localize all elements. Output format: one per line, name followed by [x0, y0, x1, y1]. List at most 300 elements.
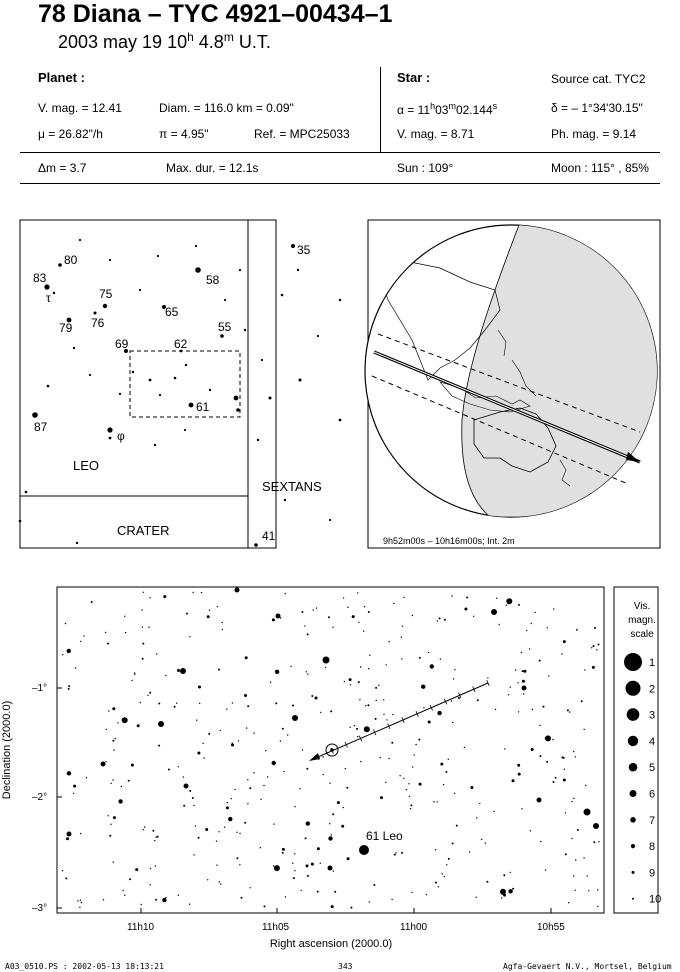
sky-star: [247, 705, 249, 707]
sky-star: [414, 754, 415, 755]
sky-star: [227, 802, 228, 803]
sky-star: [412, 615, 413, 616]
sky-star: [112, 707, 115, 710]
sky-star: [576, 629, 577, 630]
sky-star: [162, 898, 166, 902]
sky-star: [408, 783, 409, 784]
star-right-ascension: $\alpha = 11^h03^m02.144^s$: [397, 101, 498, 117]
sky-star: [423, 707, 424, 708]
sky-star: [205, 828, 208, 831]
sky-star: [344, 681, 345, 682]
sky-star: [292, 705, 294, 707]
sky-star: [435, 849, 436, 850]
finder-star: [149, 379, 152, 382]
sky-star: [577, 829, 579, 831]
sky-star: [445, 771, 447, 773]
sky-star: [363, 630, 364, 631]
sky-star: [464, 608, 467, 611]
sky-star: [375, 718, 377, 720]
legend-magnitude-label: 8: [649, 841, 656, 854]
sky-star: [157, 836, 159, 838]
sky-star: [587, 875, 588, 876]
sky-star: [452, 843, 454, 845]
sky-star: [224, 827, 225, 828]
sky-star: [448, 858, 450, 860]
legend-magnitude-label: 3: [649, 709, 656, 722]
sky-star: [547, 627, 548, 628]
legend-magnitude-label: 9: [649, 867, 656, 880]
planet-diameter: Diam. = 116.0 km = 0.09": [159, 101, 294, 115]
sky-star: [236, 832, 237, 833]
sky-star: [249, 787, 251, 789]
sky-star: [80, 899, 81, 900]
sky-star: [220, 730, 221, 731]
sky-star: [193, 805, 194, 806]
sky-star: [315, 697, 318, 700]
sky-star: [443, 784, 444, 785]
sky-star: [346, 787, 348, 789]
sky-star: [440, 763, 443, 766]
asteroid-track-ticks: [317, 680, 489, 760]
star-declination: δ = – 1°34'30.15": [551, 101, 643, 115]
sky-star: [508, 889, 512, 893]
sky-star: [189, 790, 191, 792]
sky-star: [219, 881, 220, 882]
finder-star: [195, 267, 201, 273]
sky-star: [386, 719, 387, 720]
sky-star: [584, 669, 585, 670]
sky-star: [79, 907, 80, 908]
sky-star: [306, 864, 309, 867]
sky-star: [531, 623, 532, 624]
finder-star: [89, 374, 91, 376]
sky-star: [539, 660, 541, 662]
sky-star: [345, 768, 346, 769]
sky-star: [573, 875, 574, 876]
star-label-75: 75: [99, 287, 113, 301]
star-heading: Star :: [397, 70, 431, 85]
sky-star: [186, 613, 188, 615]
sky-star: [168, 769, 170, 771]
sky-star: [548, 675, 549, 676]
sky-star: [103, 899, 104, 900]
bright-star: [292, 715, 298, 721]
sky-star: [512, 888, 514, 890]
legend-title-line: magn.: [628, 615, 656, 626]
sky-star: [573, 751, 574, 752]
sky-star: [275, 702, 277, 704]
sky-star: [563, 757, 565, 759]
sky-star: [218, 831, 219, 832]
finder-star: [244, 329, 246, 331]
sky-star: [196, 720, 197, 721]
star-label-76: 76: [91, 316, 105, 330]
star-61-leo: [359, 845, 369, 855]
sky-star: [302, 749, 303, 750]
sky-star: [486, 881, 488, 883]
sky-star: [65, 623, 66, 624]
sky-star: [591, 647, 592, 648]
sky-star: [385, 782, 386, 783]
finder-star: [47, 385, 50, 388]
sky-star: [421, 685, 425, 689]
sky-star: [493, 811, 494, 812]
sky-star: [207, 615, 210, 618]
sky-star: [216, 865, 217, 866]
sky-star: [323, 756, 324, 757]
sky-star: [598, 841, 599, 842]
sky-star: [141, 609, 142, 610]
sky-star: [67, 771, 71, 775]
sky-star: [545, 869, 546, 870]
sky-star: [535, 612, 536, 613]
sky-star: [540, 755, 542, 757]
ra-tick-label: 11h00: [400, 922, 428, 933]
star-label-tau: τ: [46, 291, 51, 305]
sky-star: [331, 905, 334, 908]
sky-star: [517, 764, 520, 767]
sky-star: [451, 700, 452, 701]
sky-star: [113, 816, 116, 819]
sky-star: [125, 632, 126, 633]
sky-star: [545, 738, 546, 739]
sky-star: [496, 598, 497, 599]
sky-star: [401, 658, 402, 659]
sky-star: [199, 703, 200, 704]
sky-star: [583, 857, 584, 858]
sky-star: [597, 889, 598, 890]
sky-star: [112, 779, 113, 780]
sky-star: [113, 750, 114, 751]
sky-star: [376, 700, 377, 701]
legend-magnitude-dot: [630, 817, 636, 823]
sky-star: [226, 806, 229, 809]
star-label-83: 83: [33, 271, 47, 285]
sky-star: [189, 636, 190, 637]
sky-star: [272, 618, 275, 621]
sky-star: [311, 863, 314, 866]
finder-star: [189, 403, 194, 408]
sky-star: [347, 607, 348, 608]
sky-star: [350, 907, 352, 909]
sky-star: [522, 680, 525, 683]
legend-magnitude-dot: [624, 653, 642, 671]
sky-star: [574, 890, 575, 891]
sky-star: [451, 595, 452, 596]
finder-star: [184, 429, 186, 431]
sky-star: [294, 806, 295, 807]
sky-star: [567, 709, 569, 711]
sky-star: [124, 616, 125, 617]
sky-star: [473, 616, 474, 617]
bright-star: [276, 614, 281, 619]
sky-star: [154, 840, 155, 841]
sky-star: [317, 847, 320, 850]
sky-star: [253, 733, 254, 734]
sky-star: [433, 801, 434, 802]
sky-star: [358, 622, 359, 623]
sky-star: [198, 837, 200, 839]
sky-star: [62, 654, 63, 655]
sky-star: [571, 838, 572, 839]
footer-publisher: Agfa-Gevaert N.V., Mortsel, Belgium: [503, 962, 672, 971]
sky-star: [565, 853, 567, 855]
sky-star: [81, 902, 82, 903]
sky-star: [131, 764, 134, 767]
sky-star: [503, 874, 505, 876]
sky-star: [332, 627, 333, 628]
target-star: [330, 748, 334, 752]
finder-star: [157, 255, 159, 257]
bright-star: [101, 762, 106, 767]
sky-star: [592, 666, 595, 669]
sky-star: [216, 841, 217, 842]
dec-tick-label: –3°: [32, 903, 48, 914]
ra-tick-label: 10h55: [537, 922, 565, 933]
sky-map: [1, 587, 604, 950]
legend-magnitude-dot: [632, 898, 634, 900]
sky-star: [581, 700, 583, 702]
sky-star: [228, 817, 232, 821]
sky-star: [487, 677, 488, 678]
sky-star: [436, 801, 437, 802]
sky-star: [274, 865, 280, 871]
finder-star: [94, 312, 97, 315]
sky-star: [158, 745, 160, 747]
sky-star: [411, 892, 412, 893]
event-datetime: 2003 may 19 10$^h$ 4.8$^m$ U.T.: [58, 30, 271, 52]
sky-star: [239, 833, 240, 834]
sky-star: [67, 649, 71, 653]
sky-star: [350, 727, 351, 728]
sky-star: [343, 597, 344, 598]
sky-star: [142, 658, 144, 660]
sky-star: [313, 609, 314, 610]
sky-star: [512, 779, 515, 782]
dec-axis-label: Declination (2000.0): [1, 700, 13, 800]
sky-star: [573, 798, 574, 799]
finder-star: [299, 379, 302, 382]
sky-star: [195, 825, 196, 826]
star-label-62: 62: [174, 337, 188, 351]
sky-star: [134, 674, 135, 675]
sky-star: [239, 864, 240, 865]
sky-star: [506, 605, 507, 606]
bright-star: [491, 609, 497, 615]
sky-star: [238, 740, 239, 741]
footer-file: A03_0510.PS : 2002-05-13 18:13:21: [5, 962, 164, 971]
sky-star: [584, 729, 585, 730]
legend-magnitude-label: 10: [649, 893, 662, 906]
sky-star: [83, 635, 84, 636]
sky-star: [207, 879, 208, 880]
planet-parallax: π = 4.95": [159, 127, 209, 141]
sky-star: [466, 597, 468, 599]
sky-star: [454, 793, 455, 794]
sky-star: [501, 897, 502, 898]
sky-star: [360, 666, 361, 667]
finder-star: [261, 359, 263, 361]
sky-star: [332, 813, 334, 815]
sky-star: [311, 695, 313, 697]
constellation-sextans: SEXTANS: [262, 479, 322, 494]
sky-star: [418, 739, 420, 741]
finder-star: [32, 412, 38, 418]
bright-star: [537, 798, 542, 803]
globe-time-range: 9h52m00s – 10h16m00s; Int. 2m: [383, 536, 515, 546]
sky-star: [597, 906, 598, 907]
sky-star: [383, 699, 384, 700]
sky-star: [222, 629, 223, 630]
sky-star: [287, 734, 288, 735]
finder-frame: [20, 220, 276, 548]
star-source-catalog: Source cat. TYC2: [551, 72, 646, 86]
sky-star: [317, 891, 319, 893]
sky-star: [360, 761, 361, 762]
sky-star: [518, 604, 520, 606]
sky-star: [444, 876, 445, 877]
sky-star: [290, 666, 291, 667]
constellation-leo: LEO: [73, 458, 100, 473]
sky-star: [249, 887, 250, 888]
sky-star: [334, 891, 336, 893]
finder-star: [174, 377, 177, 380]
sky-star: [328, 616, 330, 618]
sky-star: [294, 870, 295, 871]
sky-star: [234, 789, 235, 790]
sky-star: [518, 711, 519, 712]
sky-star: [546, 761, 548, 763]
finder-star: [195, 245, 197, 247]
sky-star: [357, 592, 358, 593]
sky-star: [283, 771, 284, 772]
sky-star: [293, 877, 295, 879]
sky-star: [454, 669, 455, 670]
sky-star: [105, 632, 106, 633]
sky-star: [333, 870, 334, 871]
finder-star: [159, 394, 161, 396]
sky-map-stars: [62, 588, 600, 909]
sky-star: [403, 597, 404, 598]
sky-star: [403, 778, 404, 779]
sky-star: [163, 595, 166, 598]
sky-star: [369, 901, 370, 902]
sky-star: [285, 593, 286, 594]
constellation-crater: CRATER: [117, 523, 170, 538]
star-61-leo-label: 61 Leo: [366, 829, 403, 843]
sky-star: [231, 798, 232, 799]
sky-star: [263, 785, 264, 786]
ra-tick-label: 11h05: [262, 922, 290, 933]
finder-star: [73, 347, 75, 349]
sky-star: [428, 721, 431, 724]
sky-star: [244, 822, 246, 824]
sky-star: [245, 656, 248, 659]
sky-star: [410, 808, 411, 809]
finder-star: [209, 389, 211, 391]
sky-star: [137, 724, 140, 727]
sky-star: [437, 620, 438, 621]
sky-star: [529, 648, 530, 649]
bright-star: [522, 686, 527, 691]
sky-star: [343, 807, 344, 808]
sky-star: [307, 875, 309, 877]
sky-star: [198, 686, 201, 689]
star-label-61: 61: [196, 400, 210, 414]
sky-star: [522, 670, 524, 672]
finder-star: [185, 364, 187, 366]
sky-star: [208, 733, 210, 735]
legend-magnitude-label: 5: [649, 762, 656, 775]
bright-star: [323, 657, 330, 664]
sky-star: [131, 680, 132, 681]
sky-star: [306, 821, 310, 825]
star-label-79: 79: [59, 321, 73, 335]
bright-star: [584, 809, 591, 816]
star-label-87: 87: [34, 420, 48, 434]
sky-star: [218, 669, 220, 671]
sky-star: [518, 773, 521, 776]
sky-star: [113, 862, 114, 863]
sky-star: [68, 685, 70, 687]
sky-star: [197, 752, 200, 755]
star-label-58: 58: [206, 273, 220, 287]
sky-star: [439, 617, 441, 619]
legend-magnitude-label: 7: [649, 814, 656, 827]
sky-star: [73, 793, 74, 794]
sky-star: [260, 847, 261, 848]
sky-star: [143, 592, 144, 593]
sky-star: [220, 883, 221, 884]
sky-star: [394, 854, 396, 856]
finder-star: [139, 289, 141, 291]
finder-star: [58, 263, 62, 267]
sky-star: [523, 670, 526, 673]
sky-star: [571, 801, 572, 802]
sky-star: [444, 619, 446, 621]
sky-star: [594, 627, 596, 629]
legend-items: [624, 653, 661, 906]
sky-star: [349, 678, 352, 681]
sky-star: [452, 722, 453, 723]
sky-star: [504, 748, 505, 749]
star-photographic-mag: Ph. mag. = 9.14: [551, 127, 637, 141]
sky-star: [330, 710, 332, 712]
sky-star: [365, 705, 366, 706]
finder-star: [132, 371, 134, 373]
sky-star: [108, 815, 109, 816]
bright-star: [328, 866, 333, 871]
finder-star: [297, 269, 299, 271]
sky-star: [203, 757, 204, 758]
sky-map-field-box: [130, 351, 240, 417]
sky-star: [568, 902, 569, 903]
sky-star: [598, 644, 600, 646]
sky-star: [521, 652, 522, 653]
sky-star: [320, 712, 321, 713]
sky-star: [369, 655, 370, 656]
sky-star: [419, 657, 421, 659]
sky-star: [106, 729, 107, 730]
sky-star: [307, 673, 308, 674]
finder-star: [317, 335, 319, 337]
planet-motion: μ = 26.82"/h: [38, 127, 103, 141]
sky-star: [495, 709, 496, 710]
magnitude-legend: [614, 587, 661, 913]
sky-star: [352, 615, 355, 618]
bright-star: [67, 832, 72, 837]
sky-star: [415, 744, 416, 745]
